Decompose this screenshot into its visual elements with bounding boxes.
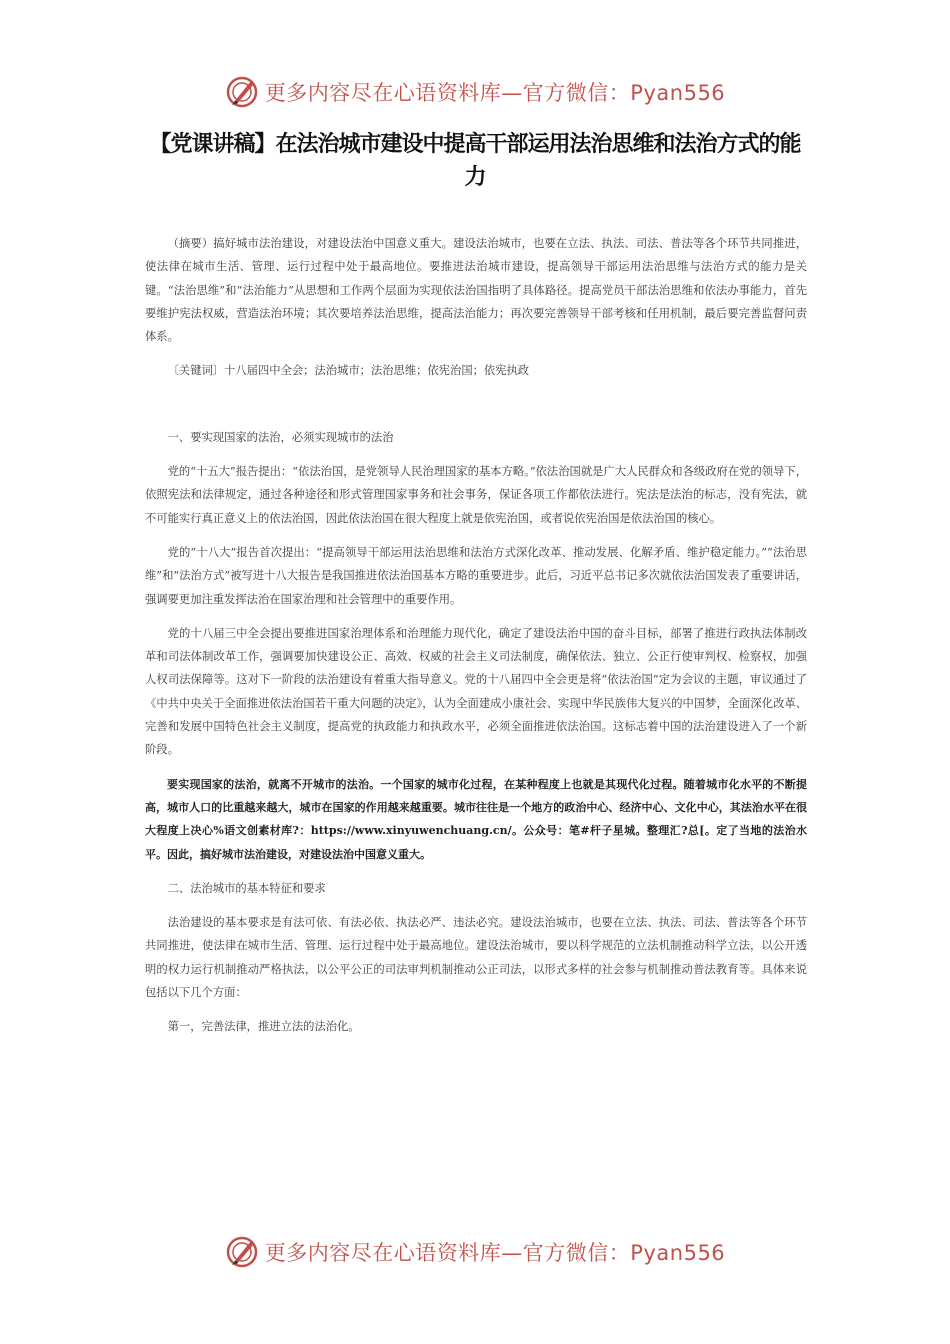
- keywords-paragraph: 〔关键词〕十八届四中全会；法治城市；法治思维；依宪治国；依宪执政: [167, 364, 530, 378]
- body-paragraph: 党的“十五大”报告提出：“依法治国，是党领导人民治理国家的基本方略。”依法治国就是广大人民群众和各级政府在党的领导下，依照宪法和法律规定，通过各种途径和形式管理国家事务和社会事务，保证各项工作都依法进行。宪法是法治的标志，没有宪法，就不可能实行真正意义上的依法治国，因此依法治国在很大程度上就是依宪治国，或者说依宪治国是依法治国的核心。: [145, 465, 807, 525]
- pen-seal-icon: [225, 75, 259, 109]
- footer-banner: [0, 1232, 950, 1272]
- body-paragraph: 党的“十八大”报告首次提出：“提高领导干部运用法治思维和法治方式深化改革、推动发展、化解矛盾、维护稳定能力。”“法治思维”和“法治方式”被写进十八大报告是我国推进依法治国基本方略的重要进步。此后，习近平总书记多次就依法治国发表了重要讲话，强调要更加注重发挥法治在国家治理和社会管理中的重要作用。: [145, 545, 807, 606]
- section-heading-1: 一、要实现国家的法治，必须实现城市的法治: [167, 430, 394, 444]
- body-paragraph: 第一，完善法律，推进立法的法治化。: [167, 1020, 360, 1034]
- banner-text: 更多内容尽在心语资料库—官方微信：Pyan556: [264, 1241, 726, 1265]
- body-paragraph: 党的十八届三中全会提出要推进国家治理体系和治理能力现代化，确定了建设法治中国的奋斗目标，部署了推进行政执法体制改革和司法体制改革工作，强调要加快建设公正、高效、权威的社会主义司法制度，确保依法、独立、公正行使审判权、检察权，加强人权司法保障等。这对下一阶段的法治建设有着重大指导意义。党的十八届四中全会更是将“依法治国”定为会议的主题，审议通过了《中共中央关于全面推进依法治国若干重大问题的决定》，认为全面建成小康社会、实现中华民族伟大复兴的中国梦，全面深化改革、完善和发展中国特色社会主义制度，提高党的执政能力和执政水平，必须全面推进依法治国。这标志着中国的法治建设进入了一个新阶段。: [145, 626, 807, 757]
- body-paragraph: 法治建设的基本要求是有法可依、有法必依、执法必严、违法必究。建设法治城市，也要在立法、执法、司法、普法等各个环节共同推进，使法律在城市生活、管理、运行过程中处于最高地位。建设法治城市，要以科学规范的立法机制推动科学立法，以公开透明的权力运行机制推动严格执法，以公平公正的司法审判机制推动公正司法，以形式多样的社会参与机制推动普法教育等。具体来说包括以下几个方面：: [145, 916, 807, 1000]
- banner-text: 更多内容尽在心语资料库—官方微信：Pyan556: [264, 81, 726, 105]
- pen-seal-icon: [225, 1235, 259, 1269]
- document-body: [145, 232, 807, 1039]
- document-title: 【党课讲稿】在法治城市建设中提高干部运用法治思维和法治方式的能力: [149, 132, 801, 190]
- header-banner: [0, 72, 950, 112]
- body-paragraph: 要实现国家的法治，就离不开城市的法治。一个国家的城市化过程，在某种程度上也就是其现代化过程。随着城市化水平的不断提高，城市人口的比重越来越大，城市在国家的作用越来越重要。城市往往是一个地方的政治中心、经济中心、文化中心，其法治水平在很大程度上决心%语文创素材库?：https://www.xinyuwenchuang.cn/。公众号：笔#杆子星城。整理汇?总[。定了当地的法治水平。因此，搞好城市法治建设，对建设法治中国意义重大。: [145, 777, 807, 861]
- abstract-paragraph: （摘要）搞好城市法治建设，对建设法治中国意义重大。建设法治城市，也要在立法、执法、司法、普法等各个环节共同推进，使法律在城市生活、管理、运行过程中处于最高地位。要推进法治城市建设，提高领导干部运用法治思维与法治方式的能力是关键。“法治思维”和“法治能力”从思想和工作两个层面为实现依法治国指明了具体路径。提高党员干部法治思维和依法办事能力，首先要维护宪法权威，营造法治环境；其次要培养法治思维，提高法治能力；再次要完善领导干部考核和任用机制，最后要完善监督问责体系。: [145, 237, 807, 344]
- section-heading-2: 二、法治城市的基本特征和要求: [167, 881, 326, 895]
